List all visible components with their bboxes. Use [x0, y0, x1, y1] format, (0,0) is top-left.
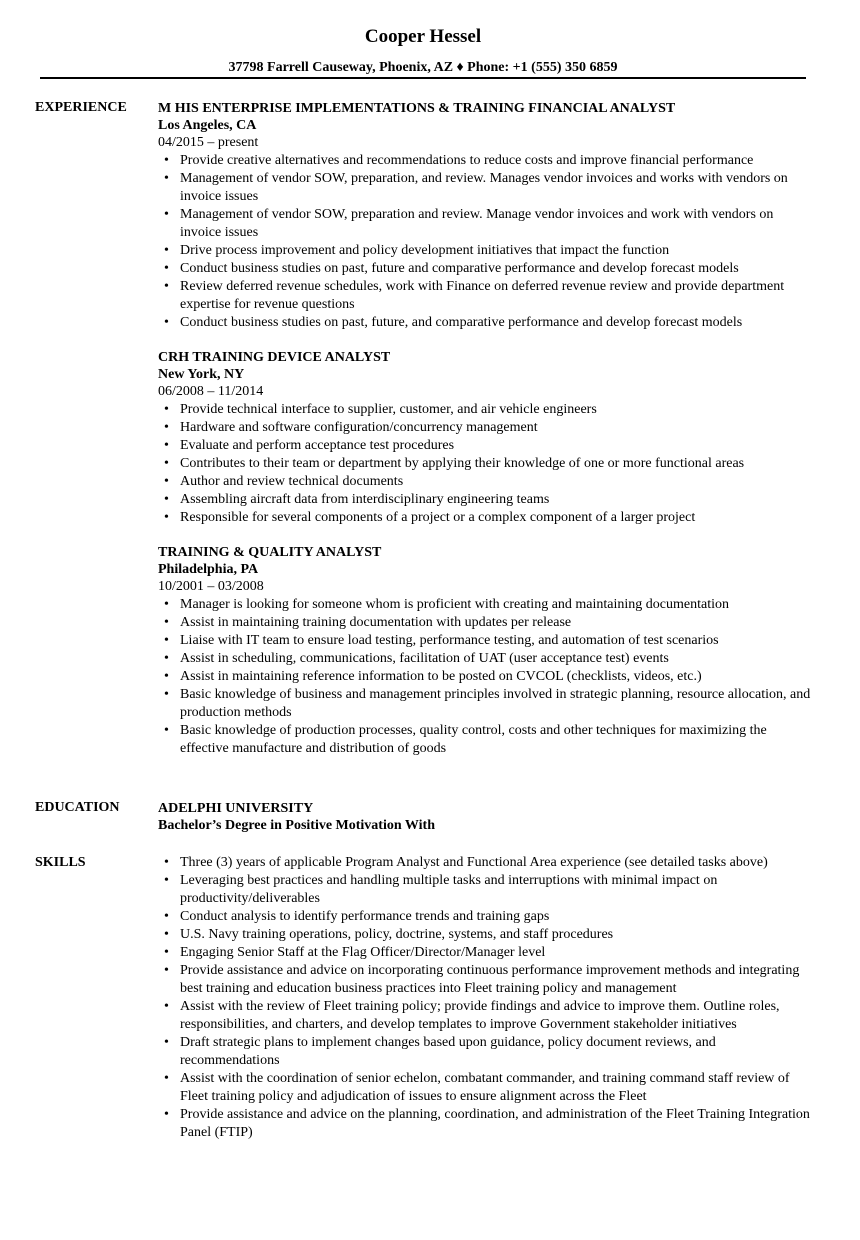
- skill-item: • Three (3) years of applicable Program Analyst and Functional Area experience (see detailed tasks above): [180, 854, 818, 872]
- candidate-name: Cooper Hessel: [364, 26, 482, 47]
- skill-item: • Assist with the coordination of senior echelon, combatant commander, and training command staff review of Fleet training policy and adjudication of issues to ensure alignment across the Fleet: [180, 1070, 818, 1106]
- skill-item: • Conduct analysis to identify performance trends and training gaps: [180, 908, 818, 926]
- bullet-item: • Basic knowledge of production processes, quality control, costs and other techniques for maximizing the effective manufacture and distribution of goods: [180, 722, 818, 758]
- section-title-education: EDUCATION: [35, 800, 120, 815]
- job-entry: [158, 99, 818, 332]
- bullet-item: • Provide creative alternatives and recommendations to reduce costs and improve financial performance: [180, 152, 818, 170]
- bullet-item: • Basic knowledge of business and management principles involved in strategic planning, resource allocation, and production methods: [180, 686, 818, 722]
- bullet-item: • Assist in maintaining reference information to be posted on CVCOL (checklists, videos, etc.): [180, 668, 818, 686]
- bullet-item: • Provide technical interface to supplier, customer, and air vehicle engineers: [180, 401, 818, 419]
- job-entry: [158, 348, 818, 527]
- bullet-item: • Drive process improvement and policy development initiatives that impact the function: [180, 242, 818, 260]
- job-dates: 10/2001 – 03/2008: [158, 579, 264, 594]
- bullet-item: • Management of vendor SOW, preparation and review. Manage vendor invoices and work with vendors on invoice issues: [180, 206, 818, 242]
- bullet-item: • Assembling aircraft data from interdisciplinary engineering teams: [180, 491, 818, 509]
- header-divider: [40, 77, 806, 79]
- job-bullets: [158, 596, 818, 758]
- education-body: [158, 799, 818, 834]
- job-location: New York, NY: [158, 367, 245, 382]
- job-bullets: [158, 152, 818, 332]
- skill-item: • Engaging Senior Staff at the Flag Officer/Director/Manager level: [180, 944, 818, 962]
- bullet-item: • Evaluate and perform acceptance test procedures: [180, 437, 818, 455]
- bullet-item: • Hardware and software configuration/concurrency management: [180, 419, 818, 437]
- bullet-item: • Management of vendor SOW, preparation, and review. Manages vendor invoices and works with vendors on invoice issues: [180, 170, 818, 206]
- job-dates: 04/2015 – present: [158, 135, 259, 150]
- job-entry: [158, 543, 818, 758]
- bullet-item: • Contributes to their team or department by applying their knowledge of one or more functional areas: [180, 455, 818, 473]
- school-name: ADELPHI UNIVERSITY: [158, 801, 314, 816]
- job-title: TRAINING & QUALITY ANALYST: [158, 545, 382, 560]
- skills-body: [158, 854, 818, 1142]
- job-dates: 06/2008 – 11/2014: [158, 384, 264, 399]
- section-title-skills: SKILLS: [35, 855, 86, 870]
- job-location: Philadelphia, PA: [158, 562, 259, 577]
- skill-item: • Leveraging best practices and handling multiple tasks and interruptions with minimal impact on productivity/deliverables: [180, 872, 818, 908]
- bullet-item: • Review deferred revenue schedules, work with Finance on deferred revenue review and provide department expertise for revenue questions: [180, 278, 818, 314]
- skill-item: • Assist with the review of Fleet training policy; provide findings and advice to improve them. Outline roles, responsibilities, and charters, and develop templates to improve Government stakeholder initiatives: [180, 998, 818, 1034]
- contact-line: 37798 Farrell Causeway, Phoenix, AZ ♦ Phone: +1 (555) 350 6859: [228, 60, 618, 75]
- section-title-experience: EXPERIENCE: [35, 100, 127, 115]
- bullet-item: • Liaise with IT team to ensure load testing, performance testing, and automation of test scenarios: [180, 632, 818, 650]
- bullet-item: • Responsible for several components of a project or a complex component of a larger project: [180, 509, 818, 527]
- bullet-item: • Conduct business studies on past, future and comparative performance and develop forecast models: [180, 260, 818, 278]
- skill-item: • Draft strategic plans to implement changes based upon guidance, policy document reviews, and recommendations: [180, 1034, 818, 1070]
- job-title: M HIS ENTERPRISE IMPLEMENTATIONS & TRAINING FINANCIAL ANALYST: [158, 101, 676, 116]
- job-bullets: [158, 401, 818, 527]
- skill-item: • U.S. Navy training operations, policy, doctrine, systems, and staff procedures: [180, 926, 818, 944]
- job-title: CRH TRAINING DEVICE ANALYST: [158, 350, 391, 365]
- bullet-item: • Conduct business studies on past, future, and comparative performance and develop forecast models: [180, 314, 818, 332]
- bullet-item: • Manager is looking for someone whom is proficient with creating and maintaining documentation: [180, 596, 818, 614]
- experience-body: [158, 99, 818, 774]
- bullet-item: • Author and review technical documents: [180, 473, 818, 491]
- skill-item: • Provide assistance and advice on the planning, coordination, and administration of the Fleet Training Integration Panel (FTIP): [180, 1106, 818, 1142]
- bullet-item: • Assist in maintaining training documentation with updates per release: [180, 614, 818, 632]
- job-location: Los Angeles, CA: [158, 118, 257, 133]
- bullet-item: • Assist in scheduling, communications, facilitation of UAT (user acceptance test) events: [180, 650, 818, 668]
- skill-item: • Provide assistance and advice on incorporating continuous performance improvement methods and integrating best training and education business practices into Fleet training policy and management: [180, 962, 818, 998]
- degree-name: Bachelor’s Degree in Positive Motivation With: [158, 818, 435, 833]
- skills-list: [158, 854, 818, 1142]
